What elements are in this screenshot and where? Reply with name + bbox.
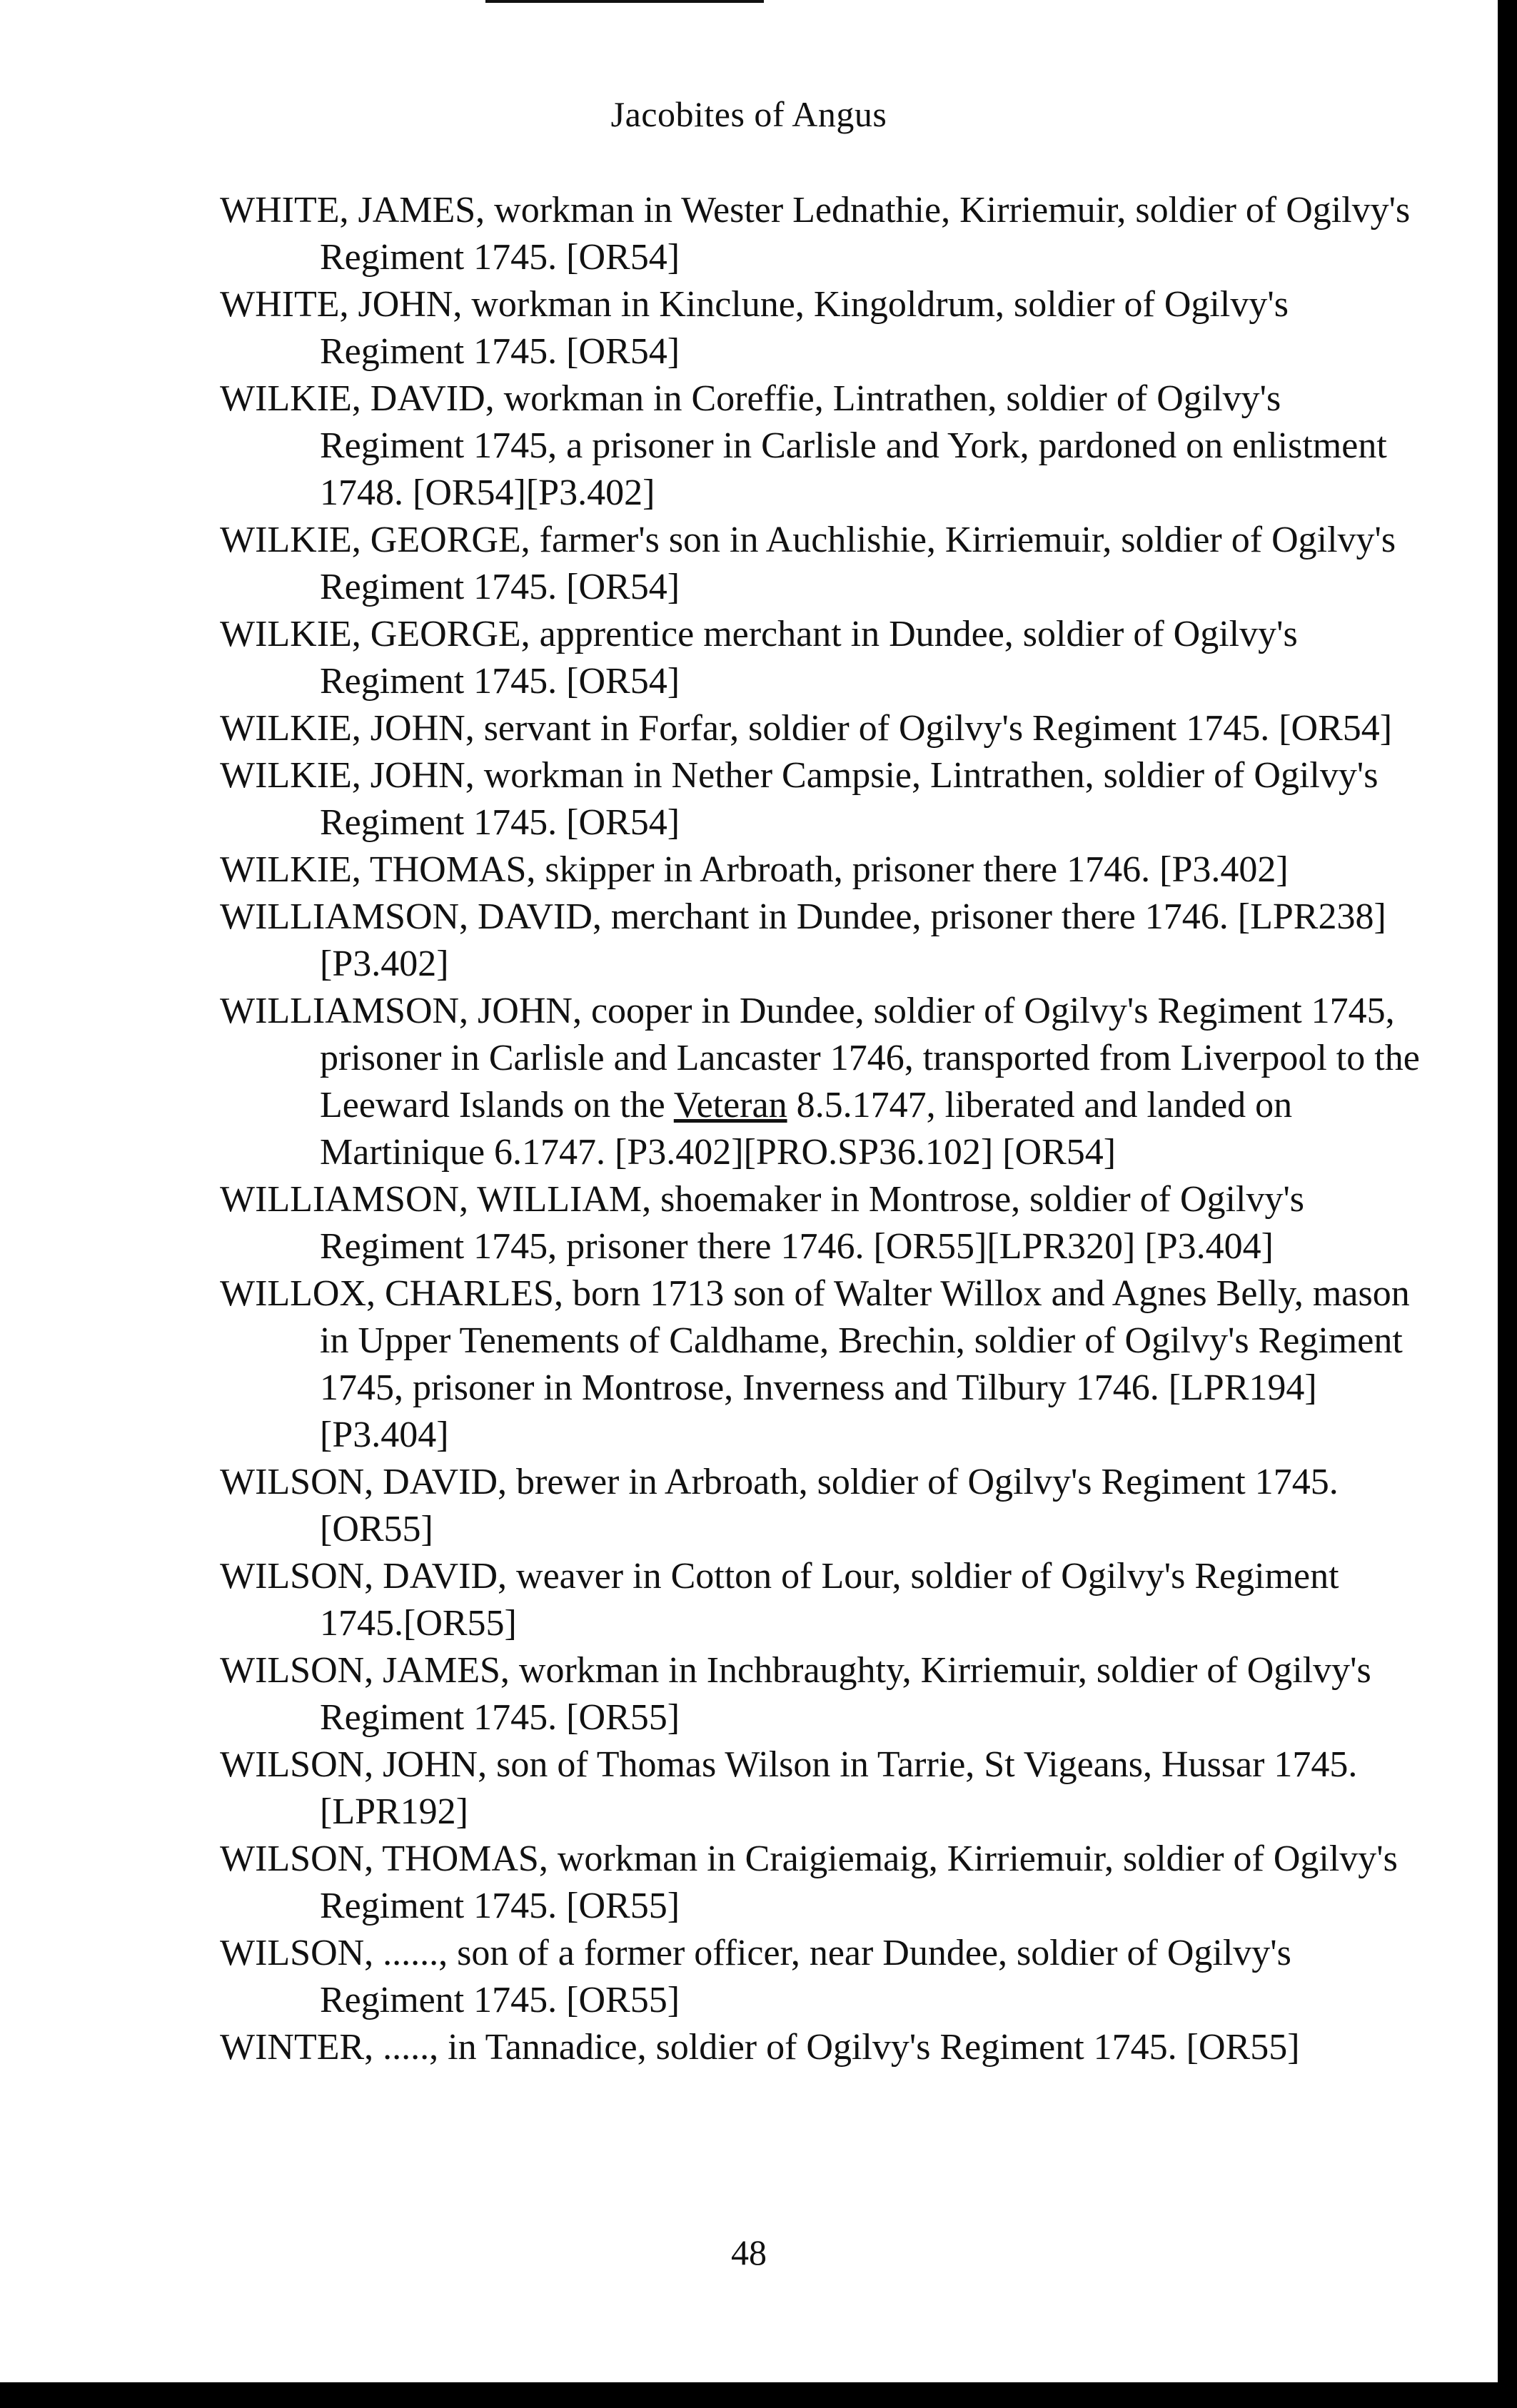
running-head: Jacobites of Angus: [610, 94, 887, 134]
entry-wilkie-george-dundee: WILKIE, GEORGE, apprentice merchant in Dundee, soldier of Ogilvy's Regiment 1745. [OR54]: [220, 614, 1298, 702]
entry-williamson-william: WILLIAMSON, WILLIAM, shoemaker in Montrose, soldier of Ogilvy's Regiment 1745, prisoner there 1746. [OR55][LPR320] [P3.404]: [220, 1179, 1305, 1267]
entry-wilson-david-brewer: WILSON, DAVID, brewer in Arbroath, soldier of Ogilvy's Regiment 1745.[OR55]: [220, 1462, 1339, 1549]
entry-wilson-john: WILSON, JOHN, son of Thomas Wilson in Tarrie, St Vigeans, Hussar 1745. [LPR192]: [220, 1744, 1358, 1832]
entry-wilkie-george-auchlishie: WILKIE, GEORGE, farmer's son in Auchlishie, Kirriemuir, soldier of Ogilvy's Regiment 1745. [OR54]: [220, 520, 1396, 607]
entry-white-james: WHITE, JAMES, workman in Wester Lednathie, Kirriemuir, soldier of Ogilvy's Regiment 1745. [OR54]: [220, 190, 1411, 278]
entry-williamson-john-text-before: WILLIAMSON, JOHN, cooper in Dundee, soldier of Ogilvy's Regiment 1745, prisoner in Carlisle and Lancaster 1746, transported from Liverpool to the Leeward Islands on the: [220, 991, 1420, 1125]
ship-name-veteran: Veteran: [673, 1085, 787, 1125]
entry-wilkie-john-forfar: WILKIE, JOHN, servant in Forfar, soldier of Ogilvy's Regiment 1745. [OR54]: [220, 708, 1393, 749]
entry-williamson-david: WILLIAMSON, DAVID, merchant in Dundee, prisoner there 1746. [LPR238] [P3.402]: [220, 896, 1386, 984]
entry-winter-unnamed: WINTER, ....., in Tannadice, soldier of Ogilvy's Regiment 1745. [OR55]: [220, 2027, 1300, 2068]
page-number: 48: [731, 2232, 767, 2272]
entry-wilson-thomas: WILSON, THOMAS, workman in Craigiemaig, Kirriemuir, soldier of Ogilvy's Regiment 1745. [OR55]: [220, 1838, 1398, 1926]
top-edge-rule: [485, 0, 764, 3]
entry-wilson-david-weaver: WILSON, DAVID, weaver in Cotton of Lour, soldier of Ogilvy's Regiment 1745.[OR55]: [220, 1556, 1339, 1644]
entry-wilkie-thomas: WILKIE, THOMAS, skipper in Arbroath, prisoner there 1746. [P3.402]: [220, 849, 1289, 890]
entry-willox-charles: WILLOX, CHARLES, born 1713 son of Walter Willox and Agnes Belly, mason in Upper Tenements of Caldhame, Brechin, soldier of Ogilvy's Regiment 1745, prisoner in Montrose, Inverness and Tilbury 1746. [LPR194][P3.404]: [220, 1273, 1410, 1455]
entry-white-john: WHITE, JOHN, workman in Kinclune, Kingoldrum, soldier of Ogilvy's Regiment 1745. [OR54]: [220, 284, 1289, 372]
entry-williamson-john-text-after: 8.5.1747, liberated and landed on Martinique 6.1747. [P3.402][PRO.SP36.102] [OR54]: [320, 1085, 1293, 1173]
entry-list: [220, 187, 1426, 2071]
entry-wilson-james: WILSON, JAMES, workman in Inchbraughty, Kirriemuir, soldier of Ogilvy's Regiment 1745. [OR55]: [220, 1650, 1371, 1738]
entry-williamson-john: [220, 988, 1426, 1176]
entry-wilkie-john-campsie: WILKIE, JOHN, workman in Nether Campsie, Lintrathen, soldier of Ogilvy's Regiment 1745. [OR54]: [220, 755, 1379, 843]
entry-wilson-unnamed: WILSON, ......, son of a former officer, near Dundee, soldier of Ogilvy's Regiment 1745. [OR55]: [220, 1933, 1291, 2020]
entry-wilkie-david: WILKIE, DAVID, workman in Coreffie, Lintrathen, soldier of Ogilvy's Regiment 1745, a prisoner in Carlisle and York, pardoned on enlistment 1748. [OR54][P3.402]: [220, 378, 1387, 513]
